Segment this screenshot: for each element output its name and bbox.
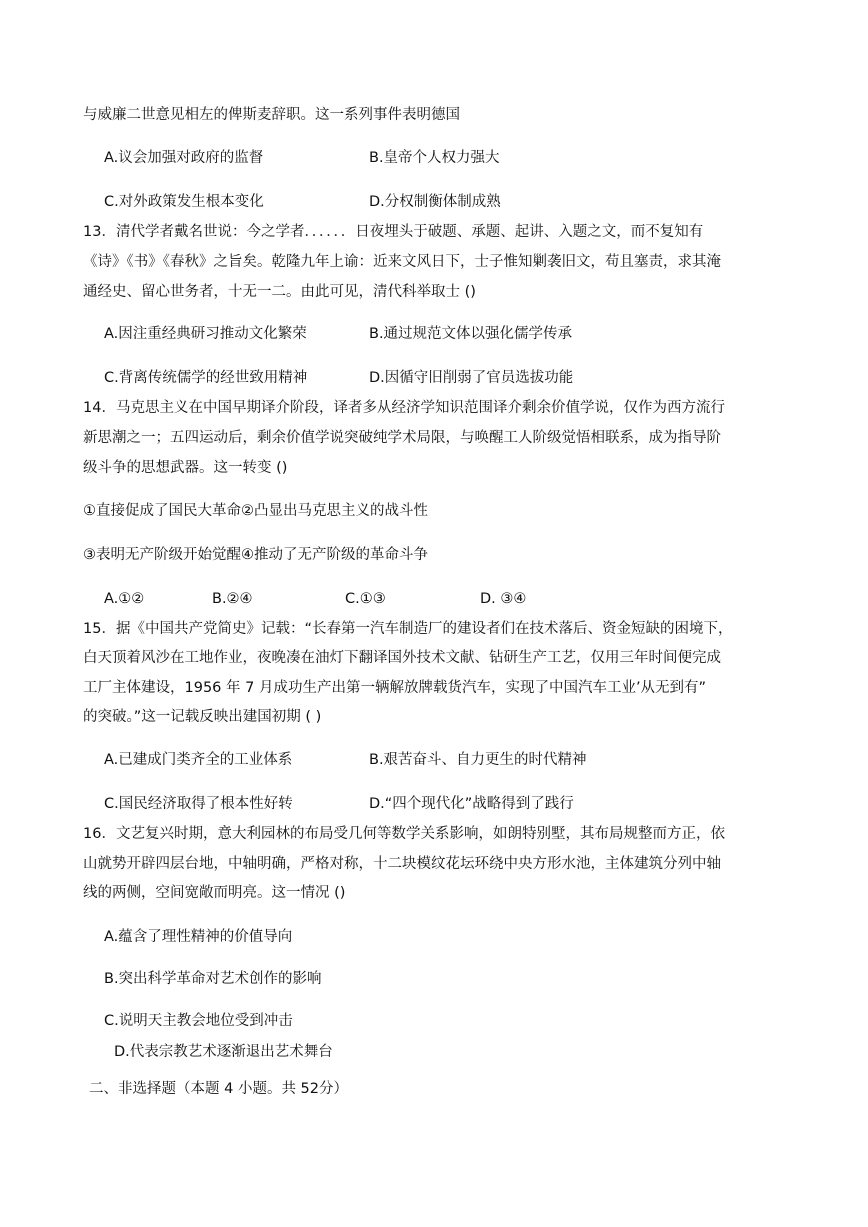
section-2-title: 二、非选择题（本题 4 小题。共 52分）	[89, 1081, 349, 1097]
q15-option-b: B.艰苦奋斗、自力更生的时代精神	[369, 752, 587, 768]
q16-stem-line-1: 16．文艺复兴时期，意大利园林的布局受几何等数学关系影响，如朗特别墅，其布局规整而方正，依	[83, 826, 725, 842]
q14-option-d: D. ③④	[480, 591, 527, 607]
q15-stem-line-4: 的突破。”这一记载反映出建国初期 ( )	[83, 709, 322, 725]
q15-stem-line-3: 工厂主体建设，1956 年 7 月成功生产出第一辆解放牌载货汽车，实现了中国汽车工业’从无到有”	[83, 680, 707, 696]
q16-option-a: A.蕴含了理性精神的价值导向	[104, 929, 293, 945]
q14-stem-line-2: 新思潮之一；五四运动后，剩余价值学说突破纯学术局限，与唤醒工人阶级觉悟相联系，成为指导阶	[83, 430, 721, 446]
q13-stem-line-1: 13．清代学者戴名世说：今之学者．．．．．．日夜埋头于破题、承题、起讲、入题之文，而不复知有	[83, 224, 704, 240]
q13-option-d: D.因循守旧削弱了官员选拔功能	[369, 370, 574, 386]
q12-stem-tail: 与威廉二世意见相左的俾斯麦辞职。这一系列事件表明德国	[83, 107, 460, 123]
q14-stem-line-1: 14．马克思主义在中国早期译介阶段，译者多从经济学知识范围译介剩余价值学说，仅作为西方流行	[83, 400, 725, 416]
q16-stem-line-2: 山就势开辟四层台地，中轴明确，严格对称，十二块模纹花坛环绕中央方形水池，主体建筑分列中轴	[83, 856, 721, 872]
q14-stem-line-3: 级斗争的思想武器。这一转变 ()	[83, 460, 288, 476]
q15-option-d: D.“四个现代化”战略得到了践行	[369, 796, 574, 812]
q16-stem-line-3: 线的两侧，空间宽敞而明亮。这一情况 ()	[83, 885, 346, 901]
q15-stem-line-1: 15．据《中国共产党简史》记载：“长春第一汽车制造厂的建设者们在技术落后、资金短缺的困境下，	[83, 621, 733, 637]
q13-option-c: C.背离传统儒学的经世致用精神	[104, 370, 308, 386]
q13-stem-line-3: 通经史、留心世务者，十无一二。由此可见，清代科举取士 ()	[83, 284, 476, 300]
q14-option-a: A.①②	[104, 591, 145, 607]
q15-stem-line-2: 白天顶着风沙在工地作业，夜晚凑在油灯下翻译国外技术文献、钻研生产工艺，仅用三年时间便完成	[83, 650, 721, 666]
q13-option-b: B.通过规范文体以强化儒学传承	[369, 326, 573, 342]
q14-option-c: C.①③	[345, 591, 386, 607]
q12-option-a: A.议会加强对政府的监督	[104, 150, 264, 166]
q16-option-c: C.说明天主教会地位受到冲击	[104, 1013, 293, 1029]
q13-stem-line-2: 《诗》《书》《春秋》之旨矣。乾隆九年上谕：近来文风日下，士子惟知剿袭旧文，苟且塞责，求其淹	[83, 254, 721, 270]
q14-item-line-1: ①直接促成了国民大革命②凸显出马克思主义的战斗性	[83, 503, 428, 519]
q16-option-d: D.代表宗教艺术逐渐退出艺术舞台	[114, 1044, 333, 1060]
q15-option-a: A.已建成门类齐全的工业体系	[104, 752, 293, 768]
q16-option-b: B.突出科学革命对艺术创作的影响	[104, 971, 322, 987]
q13-option-a: A.因注重经典研习推动文化繁荣	[104, 326, 307, 342]
q12-option-d: D.分权制衡体制成熟	[369, 194, 501, 210]
q15-option-c: C.国民经济取得了根本性好转	[104, 796, 293, 812]
q14-option-b: B.②④	[212, 591, 253, 607]
q12-option-b: B.皇帝个人权力强大	[369, 150, 500, 166]
q14-item-line-2: ③表明无产阶级开始觉醒④推动了无产阶级的革命斗争	[83, 547, 428, 563]
q12-option-c: C.对外政策发生根本变化	[104, 194, 264, 210]
